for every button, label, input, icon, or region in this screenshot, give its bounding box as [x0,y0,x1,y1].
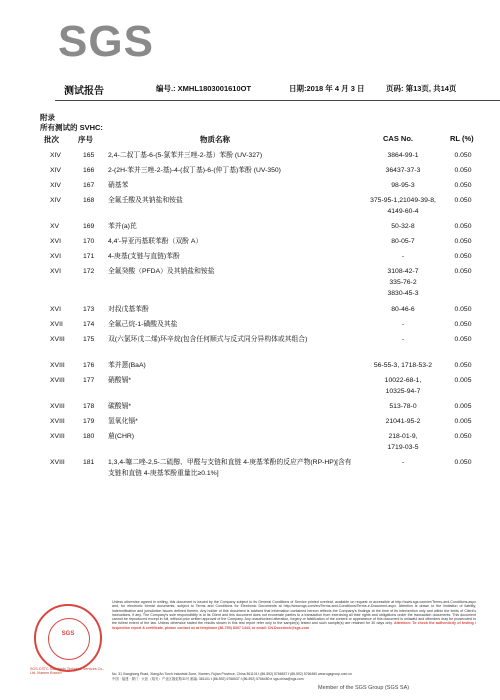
cell-no: 171 [83,253,95,260]
cell-cas: - [401,336,405,343]
cell-no: 172 [83,268,95,275]
cell-batch: XVII [50,321,63,328]
cell-batch: XVIII [50,459,65,466]
cell-cas: 80-46-6 [391,306,415,313]
cell-no: 168 [83,197,95,204]
report-title: 测试报告 [64,86,104,97]
cell-rl: 0.050 [454,253,472,260]
cell-substance-name: 硝基苯 [108,182,129,189]
cell-no: 178 [83,403,95,410]
member-line: Member of the SGS Group (SGS SA) [318,685,410,691]
cell-cas: 10022-68-1, 10325-94-7 [384,377,422,395]
cell-rl: 0.005 [454,418,472,425]
cell-cas: 218-01-9, 1719-03-5 [387,433,419,451]
appendix-label: 附录 [40,113,55,122]
cell-substance-name: 氢氧化镉* [108,418,138,425]
cell-no: 169 [83,223,95,230]
table-row [40,165,480,176]
table-row [40,180,480,191]
cell-no: 179 [83,418,95,425]
seal-label: SGS-CSTC Standards Technical Services Co., Ltd. Xiamen Branch [30,667,105,675]
cell-rl: 0.050 [454,336,472,343]
cell-batch: XIV [50,152,61,159]
cell-substance-name: 2-(2H-苯并三唑-2-基)-4-(叔丁基)-6-(仲丁基)苯酚 (UV-350) [108,167,281,174]
cell-substance-name: 对叔戊基苯酚 [108,306,149,313]
cell-batch: XVIII [50,377,65,384]
table-row [40,416,480,427]
cell-no: 174 [83,321,95,328]
cell-batch: XVI [50,268,61,275]
cell-rl: 0.050 [454,459,472,466]
cell-batch: XVIII [50,403,65,410]
cell-batch: XVIII [50,336,65,343]
address-cn: 中国 · 福建 · 厦门 · 火炬（翔安）产业区翔虹路31号 邮编: 361101 t (86-592) 5766537 f (86-592) 5766480 e sgs.china@sgs.com [112,677,304,681]
cell-no: 166 [83,167,95,174]
cell-substance-name: 苯并蒽(BaA) [108,362,146,369]
seal-text: SGS [61,631,75,637]
cell-cas: 36437-37-3 [385,167,421,174]
cell-cas: 98-95-3 [391,182,415,189]
cell-cas: 513-78-0 [389,403,417,410]
cell-substance-name: 1,3,4-噻二唑-2,5-二硫醇、甲醛与支链和直链 4-庚基苯酚的反应产物(RP-HP)[含有支链和直链 4-庚基苯酚重量比≥0.1%] [108,459,352,477]
cell-rl: 0.050 [454,182,472,189]
cell-substance-name: 全氟己烷-1-磺酸及其盐 [108,321,178,328]
table-row [40,401,480,412]
cell-substance-name: 全氟壬酸及其钠盐和铵盐 [108,197,183,204]
report-date: 日期:2018 年 4 月 3 日 [289,84,365,93]
cell-batch: XVI [50,306,61,313]
cell-substance-name: 苯并(a)芘 [108,223,137,230]
cell-no: 167 [83,182,95,189]
company-seal [34,604,102,672]
header-name: 物质名称 [200,135,230,144]
cell-no: 175 [83,336,95,343]
cell-rl: 0.050 [454,268,472,275]
cell-batch: XIV [50,167,61,174]
authenticity-warning: Attention: To check the authenticity of testing / inspection report & certificate, please contact us at telephone (86-755) 8307 1443, or email: CN.Doccheck@sgs.com [112,621,477,630]
cell-no: 180 [83,433,95,440]
cell-batch: XVIII [50,362,65,369]
cell-no: 173 [83,306,95,313]
cell-substance-name: 硝酸镉* [108,377,132,384]
cell-batch: XVIII [50,418,65,425]
sgs-logo: SGS [58,17,154,66]
cell-rl: 0.050 [454,238,472,245]
svhc-table [40,150,480,483]
table-row [40,431,480,453]
table-row [40,334,480,356]
header-cas: CAS No. [383,134,413,143]
table-row [40,266,480,300]
table-row [40,304,480,315]
report-header [0,83,500,97]
header-divider [55,100,500,101]
cell-cas: 21041-95-2 [385,418,421,425]
table-row [40,150,480,161]
report-number: 编号.: XMHL1803001610OT [156,84,252,93]
legal-disclaimer [112,600,476,630]
cell-substance-name: 4,4'-异亚丙基联苯酚（双酚 A） [108,238,203,245]
cell-substance-name: 全氟癸酸（PFDA）及其钠盐和铵盐 [108,268,215,275]
cell-rl: 0.005 [454,377,472,384]
cell-batch: XIV [50,182,61,189]
cell-rl: 0.050 [454,197,472,204]
table-row [40,319,480,330]
cell-no: 170 [83,238,95,245]
table-row [40,251,480,262]
cell-batch: XVI [50,238,61,245]
table-row [40,360,480,371]
address-block [112,672,476,682]
cell-no: 165 [83,152,95,159]
cell-rl: 0.005 [454,403,472,410]
cell-rl: 0.050 [454,306,472,313]
table-row [40,457,480,479]
table-row [40,375,480,397]
cell-substance-name: 碳酸镉* [108,403,132,410]
header-rl: RL (%) [450,134,474,143]
seal-inner-ring [48,618,90,660]
table-row [40,195,480,217]
cell-rl: 0.050 [454,362,472,369]
cell-substance-name: 䓛(CHR) [108,433,135,440]
cell-batch: XV [50,223,60,230]
cell-rl: 0.050 [454,152,472,159]
cell-cas: 3864-99-1 [387,152,419,159]
cell-cas: 375-95-1,21049-39-8, 4149-60-4 [370,197,436,215]
cell-substance-name: 4-庚基(支链与直链)苯酚 [108,253,180,260]
cell-rl: 0.050 [454,223,472,230]
cell-cas: - [401,253,405,260]
cell-no: 176 [83,362,95,369]
svhc-title: 所有测试的 SVHC: [40,123,103,132]
cell-no: 181 [83,459,95,466]
cell-batch: XIV [50,197,61,204]
cell-rl: 0.050 [454,167,472,174]
cell-substance-name: 双(六氯环戊二烯)环辛烷(包含任何顺式与反式同分异构体或其组合) [108,336,308,343]
cell-cas: 80-05-7 [391,238,415,245]
cell-no: 177 [83,377,95,384]
cell-rl: 0.050 [454,433,472,440]
cell-rl: 0.050 [454,321,472,328]
page-number: 页码: 第13页, 共14页 [386,84,457,93]
cell-cas: - [401,459,405,466]
cell-cas: 56-55-3, 1718-53-2 [373,362,433,369]
cell-batch: XVI [50,253,61,260]
cell-batch: XVIII [50,433,65,440]
table-header [40,134,480,147]
table-row [40,221,480,232]
address-en: No. 31 Xianghong Road, Xiang'An Torch Industrial Zone, Xiamen, Fujian Province, China 361101 t (86-592) 5766537 f (86-592) 5766480 www.sgsgroup.com.cn [112,672,352,676]
legal-text: Unless otherwise agreed in writing, this document is issued by the Company subject to its General Conditions of Service printed overleaf, available on request or accessible at http://www.sgs.com/en/Terms-and-Conditions.aspx and, for electronic format documents, subject to Terms and Conditions for Electronic Documents at http://www.sgs.com/en/Terms-and-Conditions/Terms-e-Document.aspx. Attention is drawn to the limitation of liability, indemnification and jurisdiction issues defined therein. Any holder of this document is advised that information contained hereon reflects the Company's findings at the time of its intervention only and within the limits of Client's instructions, if any. The Company's sole responsibility is to its Client and this document does not exonerate parties to a transaction from exercising all their rights and obligations under the transaction documents. This document cannot be reproduced except in full, without prior written approval of the Company. Any unauthorized alteration, forgery or falsification of the content or appearance of this document is unlawful and offenders may be prosecuted to the fullest extent of the law. Unless otherwise stated the results shown in this test report refer only to the sample(s) tested and such sample(s) are retained for 30 days only. [112,600,476,626]
header-no: 序号 [78,135,93,144]
cell-cas: - [401,321,405,328]
cell-cas: 50-32-8 [391,223,415,230]
table-row [40,236,480,247]
cell-substance-name: 2,4-二叔丁基-6-(5-氯苯并三唑-2-基）苯酚 (UV-327) [108,152,263,159]
header-batch: 批次 [44,135,59,144]
cell-cas: 3108-42-7 335-76-2 3830-45-3 [387,268,419,297]
